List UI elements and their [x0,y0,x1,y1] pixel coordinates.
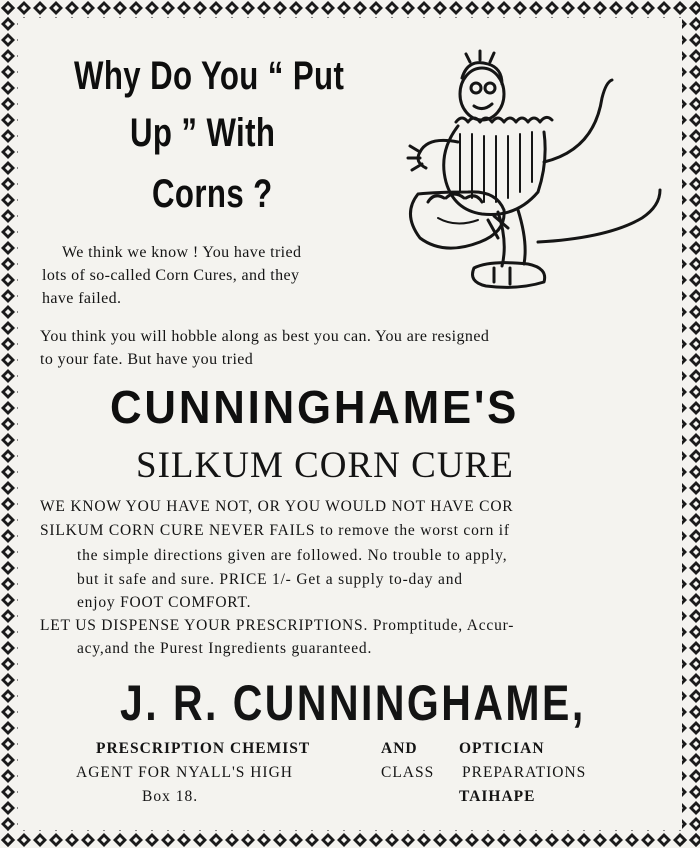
claim-line-1: WE KNOW YOU HAVE NOT, OR YOU WOULD NOT HAVE COR [40,498,514,515]
agent-line-right: PREPARATIONS [462,764,587,781]
brand-name: CUNNINGHAME'S [110,381,520,433]
agent-line-left: AGENT FOR NYALL'S HIGH [76,764,293,781]
question-line-2: to your fate. But have you tried [40,351,254,368]
agent-line-mid: CLASS [381,764,435,781]
town-name: TAIHAPE [459,788,536,805]
claim-line-6: LET US DISPENSE YOUR PRESCRIPTIONS. Promptitude, Accur- [40,617,515,634]
intro-line-2: lots of so-called Corn Cures, and they [42,267,300,284]
claim-line-3: the simple directions given are followed. No trouble to apply, [77,547,508,564]
role-prescription-chemist: PRESCRIPTION CHEMIST [96,740,311,757]
question-line-1: You think you will hobble along as best you can. You are resigned [40,328,490,345]
headline-line-1: Why Do You “ Put [74,54,345,98]
claim-line-2: SILKUM CORN CURE NEVER FAILS to remove the worst corn if [40,522,510,539]
role-optician: OPTICIAN [459,740,545,757]
product-name: SILKUM CORN CURE [136,445,514,486]
claim-line-5: enjoy FOOT COMFORT. [77,594,252,611]
headline-line-3: Corns ? [152,172,273,216]
intro-line-1: We think we know ! You have tried [62,244,302,261]
headline-line-2: Up ” With [130,111,276,155]
role-and: AND [381,740,418,757]
merchant-name: J. R. CUNNINGHAME, [120,675,586,731]
claim-line-4: but it safe and sure. PRICE 1/- Get a supply to-day and [77,571,463,588]
claim-line-7: acy,and the Purest Ingredients guaranteed. [77,640,373,657]
intro-line-3: have failed. [42,290,122,307]
box-number: Box 18. [142,788,199,805]
